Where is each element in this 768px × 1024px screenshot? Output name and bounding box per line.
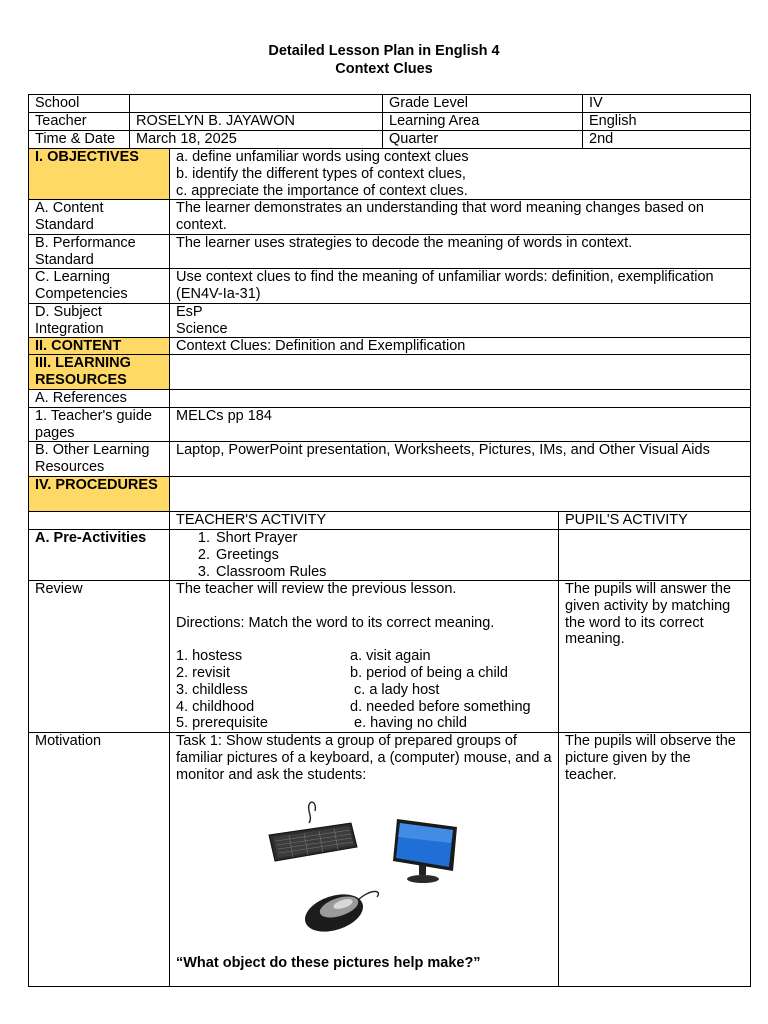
school-value [130, 95, 383, 112]
review-row [29, 581, 751, 733]
activity-header-row [29, 512, 751, 530]
document-subtitle: Context Clues [335, 61, 433, 77]
teacher-value: ROSELYN B. JAYAWON [130, 113, 383, 130]
procedures-value [170, 477, 751, 511]
keyboard-icon [269, 803, 357, 862]
objectives-row [29, 149, 751, 200]
pre-activities-pupil [559, 530, 751, 580]
guide-pages-label: 1. Teacher's guide pages [29, 408, 170, 441]
performance-standard-text: The learner uses strategies to decode the meaning of words in context. [170, 235, 751, 268]
match-row: 2. revisit b. period of being a child [176, 664, 508, 681]
quarter-label: Quarter [383, 131, 583, 148]
content-row [29, 338, 751, 355]
motivation-label: Motivation [29, 733, 170, 986]
motivation-task: Task 1: Show students a group of prepared groups of familiar pictures of a keyboard, a (computer) mouse, and a monitor and ask the students: [176, 733, 552, 783]
match-row: 4. childhood d. needed before something [176, 698, 531, 715]
procedures-label: IV. PROCEDURES [29, 477, 170, 511]
competencies-row [29, 269, 751, 304]
motivation-pupil: The pupils will observe the picture given by the teacher. [559, 733, 751, 986]
resources-row [29, 355, 751, 390]
pre-activities-label: A. Pre-Activities [29, 530, 170, 580]
integration-label: D. Subject Integration [29, 304, 170, 337]
other-resources-value: Laptop, PowerPoint presentation, Worksheets, Pictures, IMs, and Other Visual Aids [170, 442, 751, 476]
objectives-label: I. OBJECTIVES [29, 149, 170, 199]
mouse-icon [300, 888, 378, 939]
computer-parts-image [176, 797, 552, 947]
guide-pages-row [29, 408, 751, 442]
performance-standard-row [29, 235, 751, 269]
match-row: 5. prerequisite e. having no child [176, 715, 467, 732]
monitor-icon [393, 819, 457, 883]
school-label: School [29, 95, 130, 112]
integration-row [29, 304, 751, 338]
teacher-activity-header: TEACHER'S ACTIVITY [170, 512, 559, 529]
content-standard-label: A. Content Standard [29, 200, 170, 234]
pre-activities-list [170, 530, 559, 580]
info-row-time [29, 131, 751, 149]
content-text: Context Clues: Definition and Exemplification [170, 338, 751, 354]
time-date-label: Time & Date [29, 131, 130, 148]
match-row: 1. hostess a. visit again [176, 648, 431, 665]
grade-level-value: IV [583, 95, 751, 112]
pupil-activity-header: PUPIL'S ACTIVITY [559, 512, 751, 529]
review-intro: The teacher will review the previous lesson. [176, 581, 457, 597]
integration-item: Science [176, 320, 228, 337]
match-row: 3. childless c. a lady host [176, 681, 440, 698]
procedures-row [29, 477, 751, 512]
teacher-label: Teacher [29, 113, 130, 130]
review-pupil: The pupils will answer the given activity by matching the word to its correct meaning. [559, 581, 751, 732]
objectives-list [170, 149, 751, 199]
info-row-teacher [29, 113, 751, 131]
review-teacher [170, 581, 559, 732]
grade-level-label: Grade Level [383, 95, 583, 112]
objective-item: b. identify the different types of context clues, [176, 165, 466, 182]
resources-value [170, 355, 751, 389]
resources-label: III. LEARNING RESOURCES [29, 355, 170, 389]
objective-item: c. appreciate the importance of context clues. [176, 182, 468, 199]
learning-area-label: Learning Area [383, 113, 583, 130]
other-resources-label: B. Other Learning Resources [29, 442, 170, 476]
learning-area-value: English [583, 113, 751, 130]
list-item: 1. Short Prayer [197, 530, 298, 546]
list-item: 3. Classroom Rules [197, 563, 327, 580]
content-standard-text: The learner demonstrates an understanding that word meaning changes based on context. [170, 200, 751, 234]
motivation-question: “What object do these pictures help make?” [176, 955, 481, 972]
motivation-row [29, 733, 751, 987]
guide-pages-value: MELCs pp 184 [170, 408, 751, 441]
references-row [29, 390, 751, 408]
other-resources-row [29, 442, 751, 477]
performance-standard-label: B. Performance Standard [29, 235, 170, 268]
competencies-label: C. Learning Competencies [29, 269, 170, 303]
time-date-value: March 18, 2025 [130, 131, 383, 148]
review-label: Review [29, 581, 170, 732]
review-directions: Directions: Match the word to its correct meaning. [176, 614, 495, 631]
quarter-value: 2nd [583, 131, 751, 148]
info-table [28, 94, 751, 987]
integration-list [170, 304, 751, 337]
document-title: Detailed Lesson Plan in English 4 [268, 43, 500, 59]
pre-activities-row [29, 530, 751, 581]
integration-item: EsP [176, 304, 203, 320]
competencies-text: Use context clues to find the meaning of unfamiliar words: definition, exemplification (EN4V-Ia-31) [170, 269, 751, 303]
references-value [170, 390, 751, 407]
content-label: II. CONTENT [29, 338, 170, 354]
references-label: A. References [29, 390, 170, 407]
objective-item: a. define unfamiliar words using context clues [176, 149, 469, 165]
motivation-teacher [170, 733, 559, 986]
content-standard-row [29, 200, 751, 235]
info-row-school [29, 95, 751, 113]
list-item: 2. Greetings [197, 546, 279, 563]
activity-header-blank [29, 512, 170, 529]
